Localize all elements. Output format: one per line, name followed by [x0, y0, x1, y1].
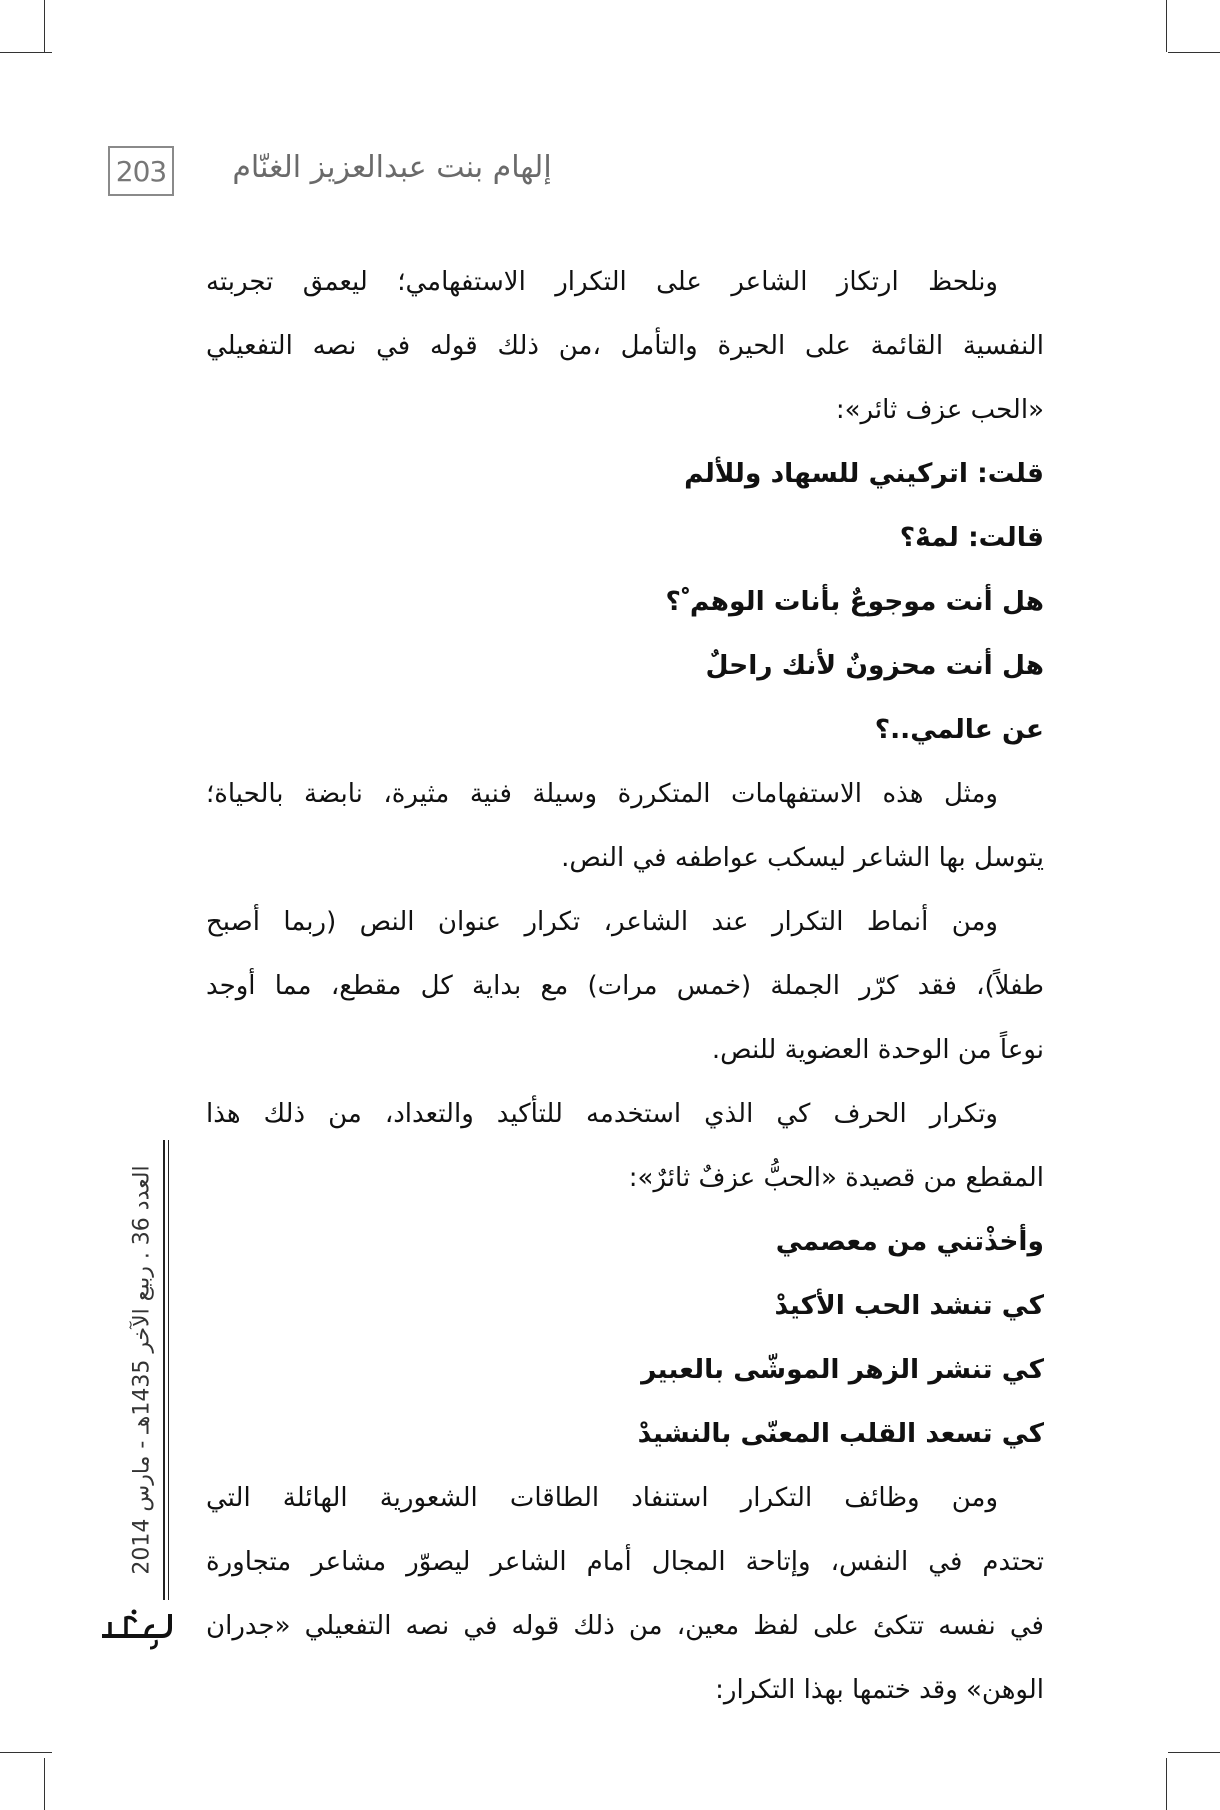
paragraph-line: طفلاً)، فقد كرّر الجملة (خمس مرات) مع بداية كل مقطع، مما أوجد: [206, 971, 1044, 1001]
paragraph-line: يتوسل بها الشاعر ليسكب عواطفه في النص.: [561, 843, 1044, 873]
verse-line: كي تنشر الزهر الموشّى بالعبير: [641, 1354, 1044, 1385]
verse-line: وأخذْتني من معصمي: [775, 1226, 1044, 1257]
paragraph-line: النفسية القائمة على الحيرة والتأمل ،من ذلك قوله في نصه التفعيلي: [206, 331, 1044, 361]
running-header-author: إلهام بنت عبدالعزيز الغنّام: [232, 150, 552, 185]
issue-text: العدد 36 . ربيع الآخر 1435هـ - مارس 2014: [129, 1165, 155, 1575]
journal-logo-mark: [96, 1606, 176, 1650]
crop-mark: [1166, 1758, 1167, 1810]
crop-mark: [0, 1752, 52, 1753]
paragraph-line: وتكرار الحرف كي الذي استخدمه للتأكيد والتعداد، من ذلك هذا: [206, 1099, 998, 1129]
paragraph-line: نوعاً من الوحدة العضوية للنص.: [711, 1035, 1044, 1065]
side-divider: [163, 1140, 165, 1600]
paragraph-line: «الحب عزف ثائر»:: [835, 395, 1044, 425]
verse-line: هل أنت موجوعٌ بأنات الوهم ْ؟: [665, 586, 1044, 617]
verse-line: كي تسعد القلب المعنّى بالنشيدْ: [637, 1418, 1044, 1449]
paragraph-line: في نفسه تتكئ على لفظ معين، من ذلك قوله في نصه التفعيلي «جدران: [206, 1611, 1044, 1641]
verse-line: هل أنت محزونٌ لأنك راحلٌ: [705, 650, 1044, 681]
paragraph-line: ومن وظائف التكرار استنفاد الطاقات الشعورية الهائلة التي: [206, 1483, 998, 1513]
crop-mark: [1166, 0, 1167, 52]
crop-mark: [44, 0, 45, 52]
paragraph-line: الوهن» وقد ختمها بهذا التكرار:: [715, 1675, 1044, 1705]
journal-logo: [96, 1606, 176, 1650]
paragraph-line: ومثل هذه الاستفهامات المتكررة وسيلة فنية مثيرة، نابضة بالحياة؛: [206, 779, 998, 809]
verse-line: قالت: لمهْ؟: [899, 522, 1044, 553]
page-number: 203: [108, 146, 174, 196]
crop-mark: [1168, 52, 1220, 53]
paragraph-line: ونلحظ ارتكاز الشاعر على التكرار الاستفهامي؛ ليعمق تجربته: [206, 267, 998, 297]
paragraph-line: المقطع من قصيدة «الحبُّ عزفٌ ثائرٌ»:: [628, 1163, 1044, 1193]
crop-mark: [44, 1758, 45, 1810]
side-divider: [168, 1140, 169, 1600]
verse-line: عن عالمي..؟: [874, 714, 1044, 745]
paragraph-line: ومن أنماط التكرار عند الشاعر، تكرار عنوان النص (ربما أصبح: [206, 907, 998, 937]
crop-mark: [0, 52, 52, 53]
paragraph-line: تحتدم في النفس، وإتاحة المجال أمام الشاعر ليصوّر مشاعر متجاورة: [206, 1547, 1044, 1577]
verse-line: قلت: اتركيني للسهاد وللألم: [684, 458, 1044, 489]
verse-line: كي تنشد الحب الأكيدْ: [774, 1290, 1044, 1321]
article-body: [206, 250, 1044, 1722]
crop-mark: [1168, 1752, 1220, 1753]
